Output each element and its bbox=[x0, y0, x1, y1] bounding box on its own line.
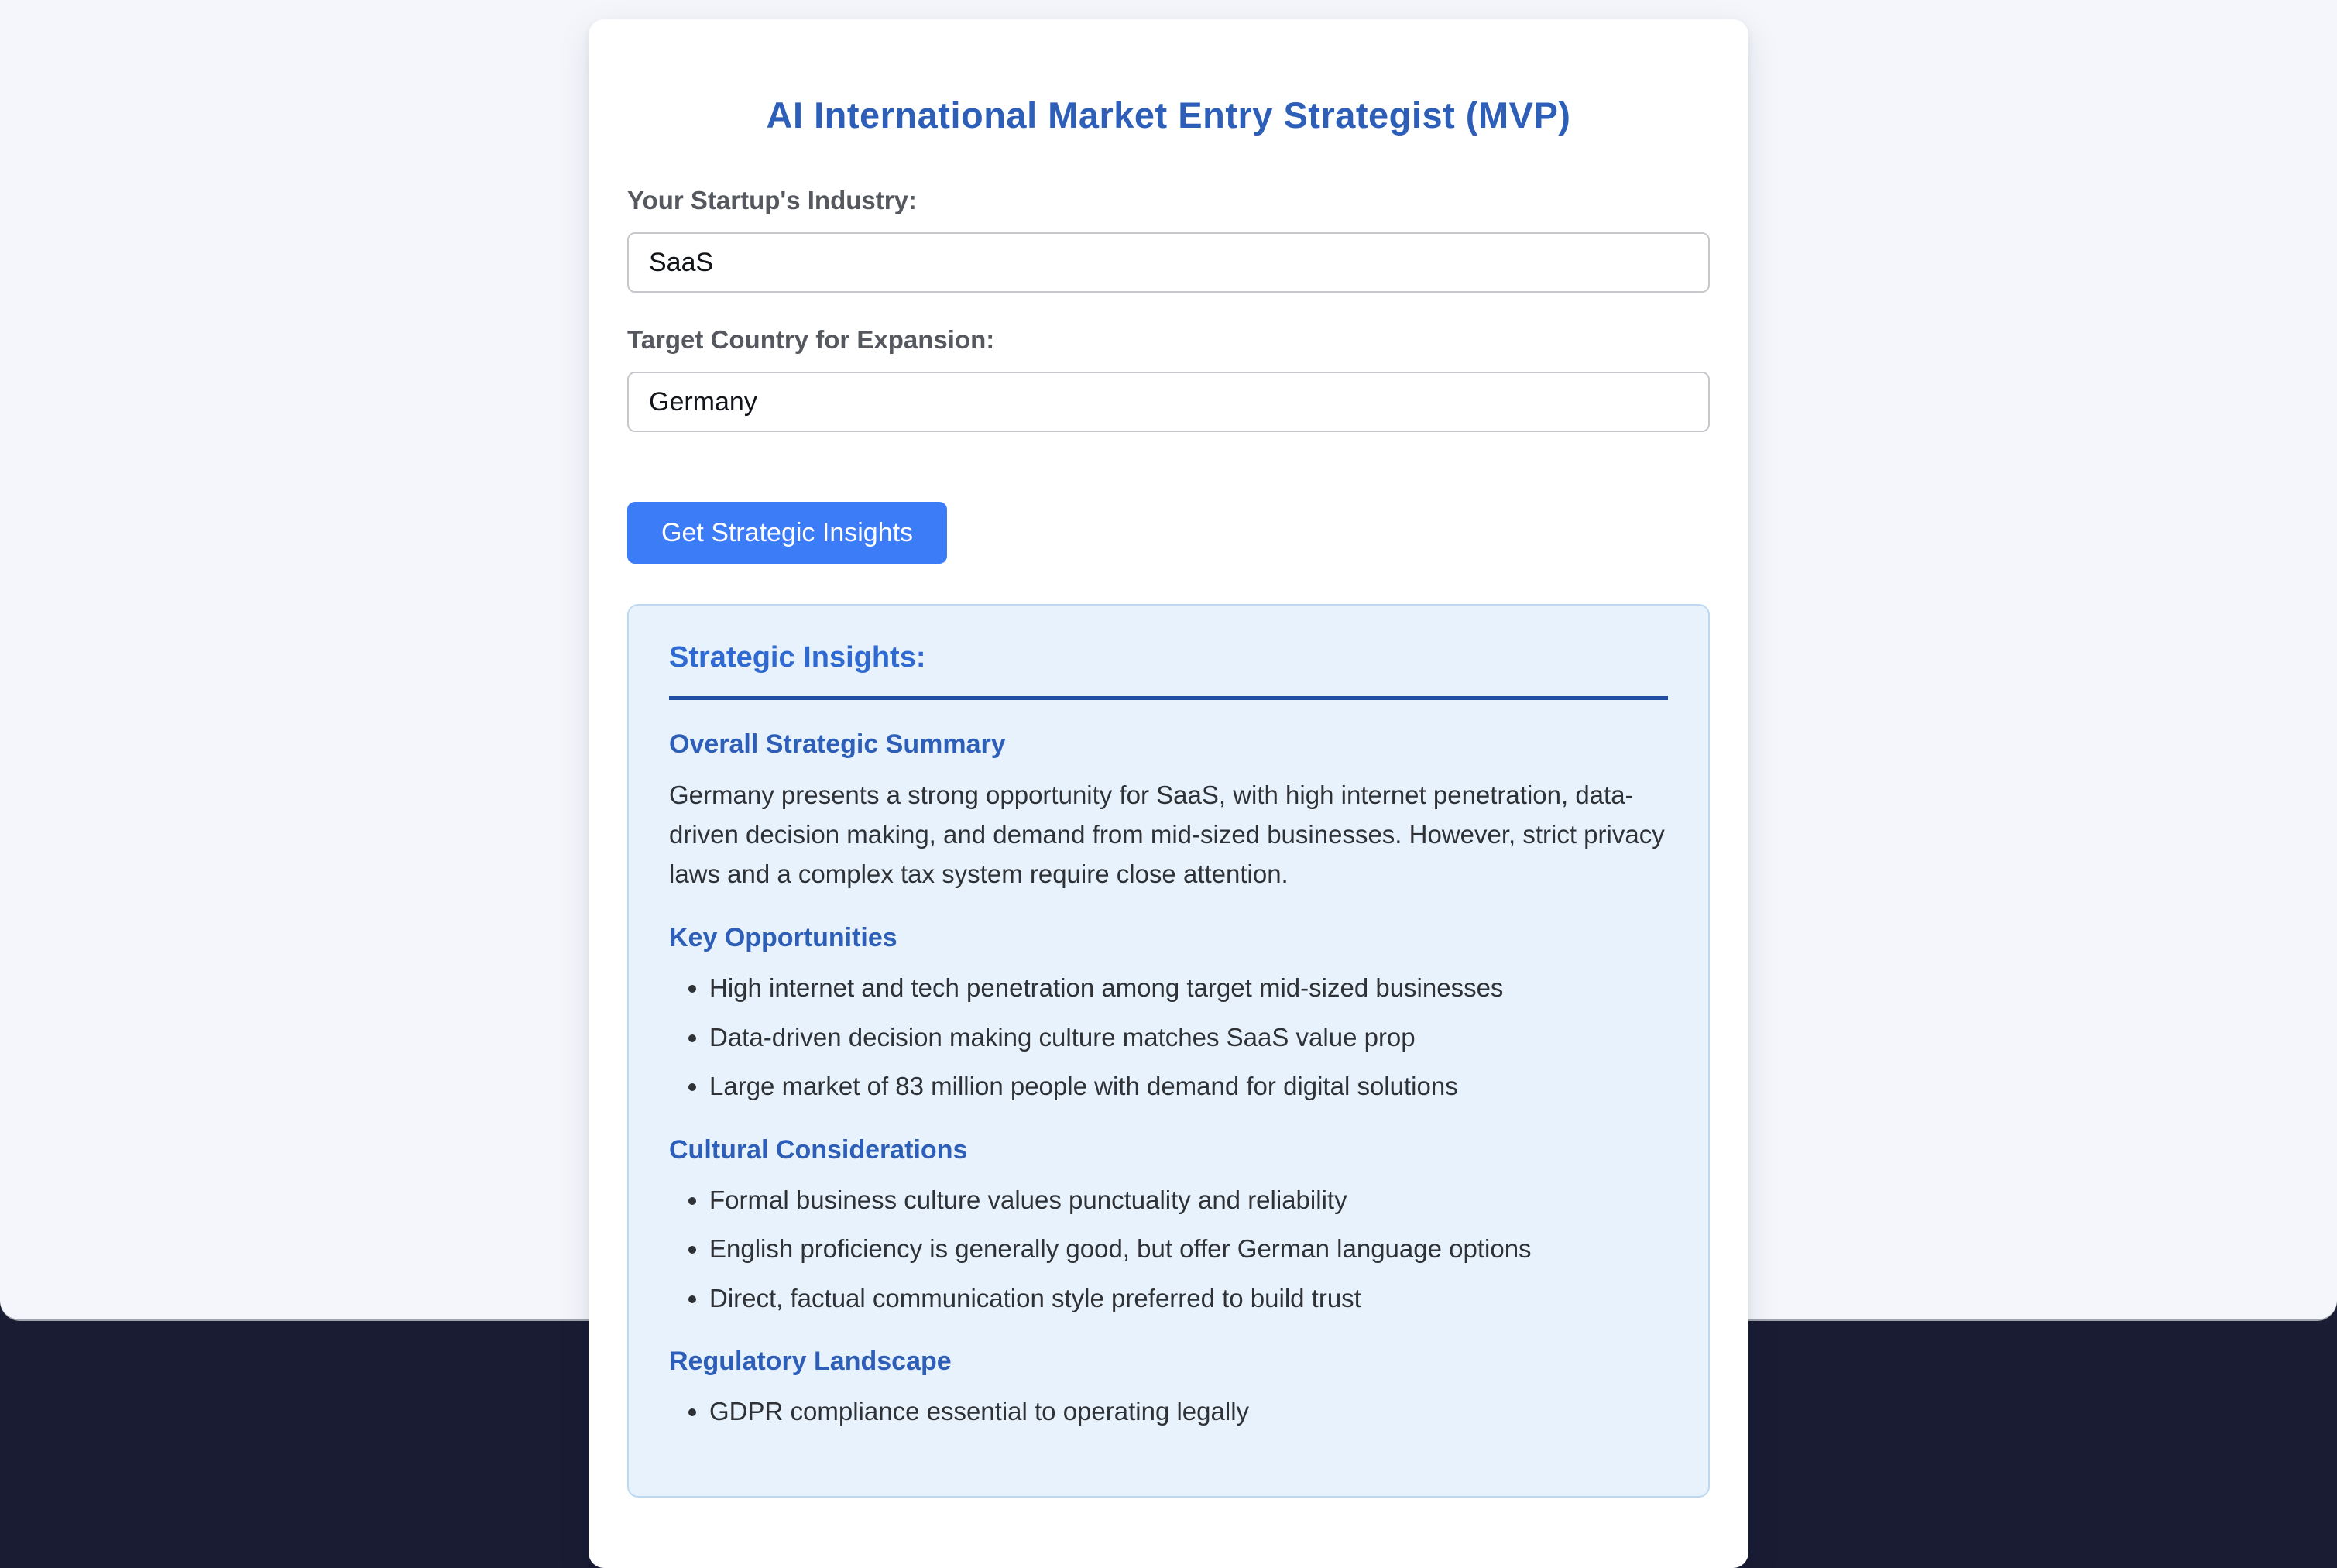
section-heading: Overall Strategic Summary bbox=[669, 729, 1006, 759]
section-bullet-list bbox=[669, 969, 1668, 1106]
country-input[interactable] bbox=[627, 372, 1710, 432]
section-bullet-list bbox=[669, 1392, 1668, 1431]
section-paragraph: Germany presents a strong opportunity for SaaS, with high internet penetration, data-driven decision making, and demand from mid-sized businesses. However, strict privacy laws and a complex tax system require close attention. bbox=[669, 781, 1665, 889]
country-label: Target Country for Expansion: bbox=[627, 325, 995, 354]
section-heading: Regulatory Landscape bbox=[669, 1347, 952, 1377]
insights-divider bbox=[669, 696, 1668, 700]
insights-panel bbox=[627, 604, 1710, 1498]
bullet-item: • Direct, factual communication style preferred to build trust bbox=[709, 1279, 1668, 1318]
insight-section-cultural bbox=[669, 1135, 1668, 1318]
industry-field bbox=[627, 186, 1710, 293]
app-card bbox=[589, 19, 1748, 1568]
get-insights-button[interactable]: Get Strategic Insights bbox=[627, 502, 947, 564]
bullet-item: • Large market of 83 million people with demand for digital solutions bbox=[709, 1067, 1668, 1106]
bullet-item: • Formal business culture values punctuality and reliability bbox=[709, 1181, 1668, 1220]
page-title: AI International Market Entry Strategist (MVP) bbox=[766, 94, 1571, 136]
section-bullet-list bbox=[669, 1181, 1668, 1318]
section-heading: Key Opportunities bbox=[669, 923, 897, 953]
insights-heading: Strategic Insights: bbox=[669, 641, 926, 674]
insight-section-regulatory bbox=[669, 1347, 1668, 1431]
bullet-item: • High internet and tech penetration among target mid-sized businesses bbox=[709, 969, 1668, 1007]
section-heading: Cultural Considerations bbox=[669, 1134, 968, 1165]
bullet-item: • English proficiency is generally good, but offer German language options bbox=[709, 1230, 1668, 1268]
bullet-item: • GDPR compliance essential to operating legally bbox=[709, 1392, 1668, 1431]
country-field bbox=[627, 325, 1710, 432]
industry-label: Your Startup's Industry: bbox=[627, 186, 917, 214]
bullet-item: • Data-driven decision making culture matches SaaS value prop bbox=[709, 1018, 1668, 1057]
industry-input[interactable] bbox=[627, 232, 1710, 293]
insight-section-opportunities bbox=[669, 923, 1668, 1106]
insight-section-summary bbox=[669, 729, 1668, 894]
